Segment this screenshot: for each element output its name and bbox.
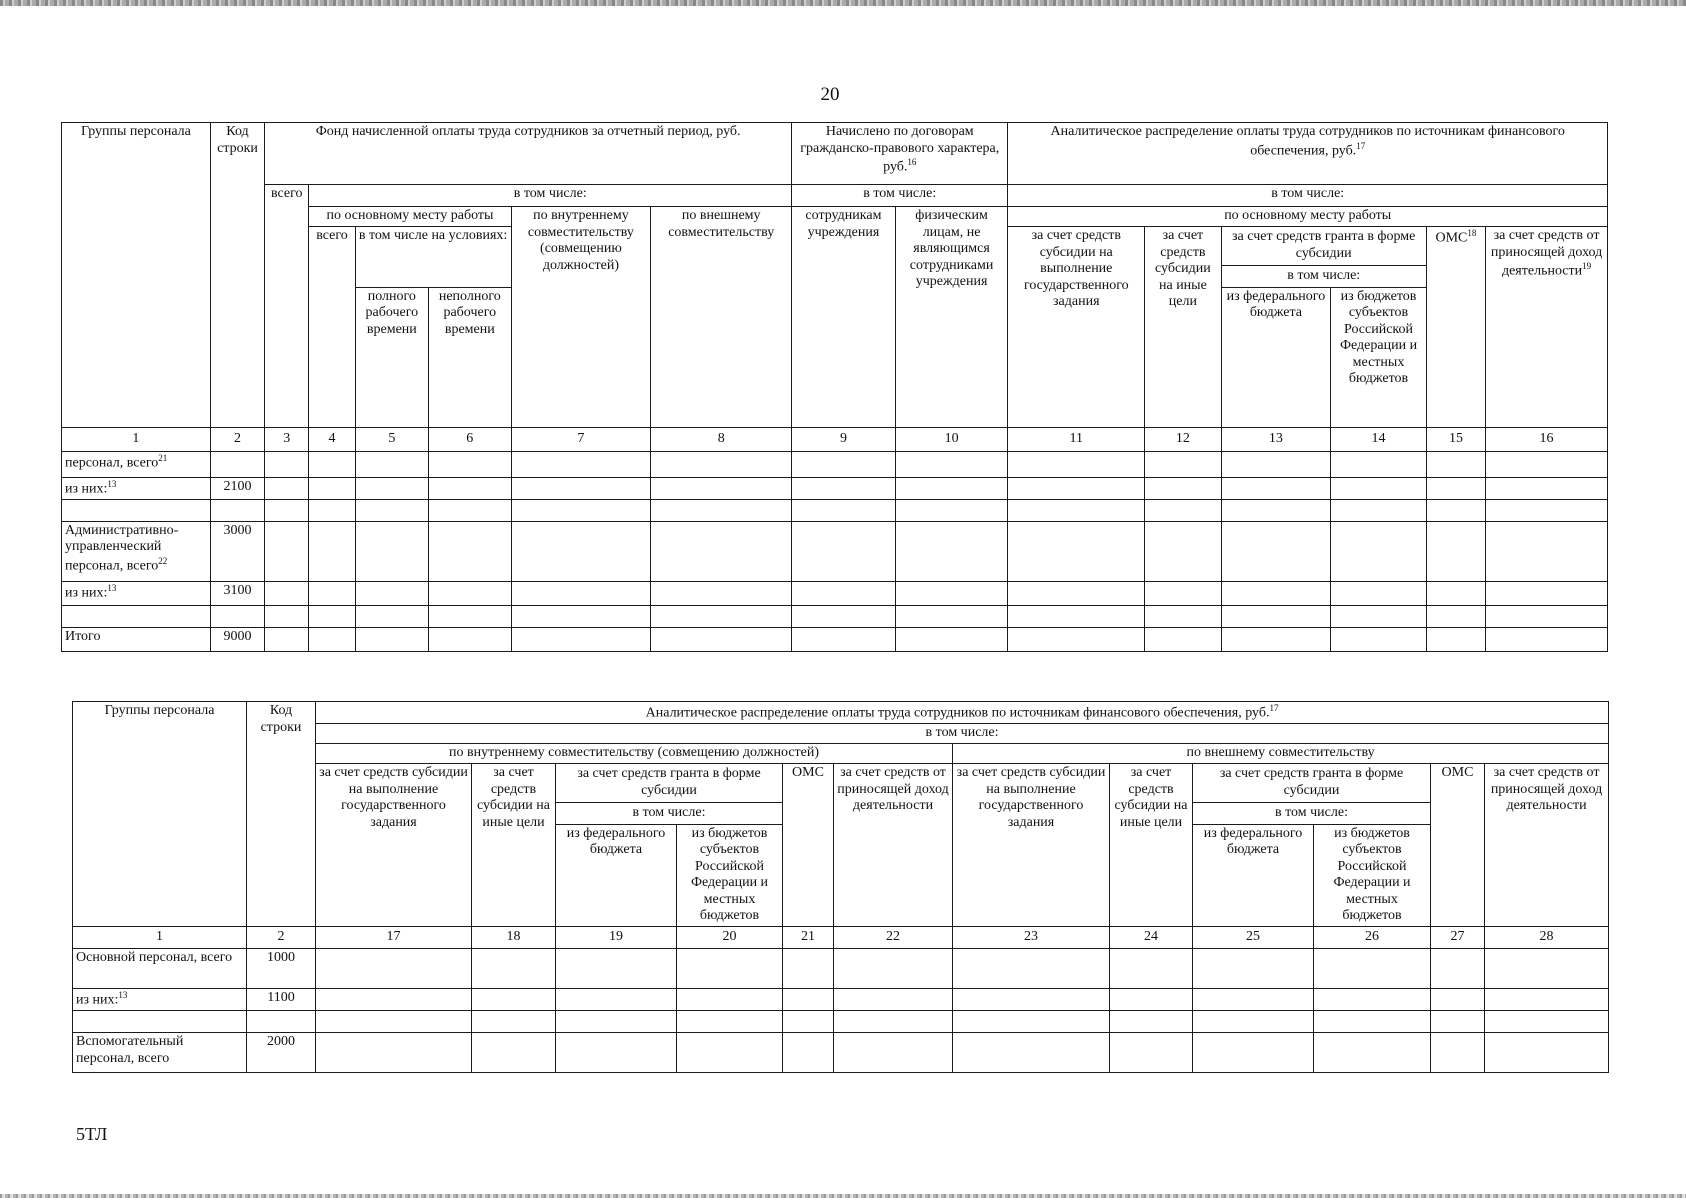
data-cell: [355, 581, 428, 605]
column-number: 10: [895, 427, 1008, 451]
data-cell: [1008, 451, 1145, 477]
data-cell: [355, 605, 428, 627]
column-number: 25: [1193, 926, 1314, 948]
data-cell: [895, 451, 1008, 477]
column-number: 9: [792, 427, 896, 451]
data-cell: [834, 948, 953, 988]
header-internal-2: по внутреннему совместительству (совмещению должностей): [316, 744, 953, 764]
header-incl-2: в том числе:: [316, 724, 1609, 744]
header-grant-ext: за счет средств гранта в форме субсидии в том числе:: [1193, 764, 1431, 825]
header-federal-ext: из федерального бюджета: [1193, 824, 1314, 926]
header-oms: ОМС$^{18}$: [1426, 227, 1485, 428]
data-cell: [265, 477, 309, 499]
data-cell: [1193, 988, 1314, 1010]
data-cell: [651, 521, 792, 581]
data-cell: [1426, 581, 1485, 605]
column-number: 6: [429, 427, 511, 451]
row-code: 1000: [247, 948, 316, 988]
data-cell: [472, 988, 556, 1010]
data-cell: [792, 521, 896, 581]
data-cell: [429, 477, 511, 499]
header-income-int: за счет средств от приносящей доход деятельности: [834, 764, 953, 927]
data-cell: [511, 499, 651, 521]
data-cell: [895, 581, 1008, 605]
data-cell: [556, 988, 677, 1010]
data-cell: [783, 988, 834, 1010]
data-cell: [895, 499, 1008, 521]
header-regional: из бюджетов субъектов Российской Федерации и местных бюджетов: [1331, 287, 1427, 427]
data-cell: [783, 1032, 834, 1072]
data-cell: [1426, 605, 1485, 627]
data-cell: [1331, 451, 1427, 477]
header-incl: в том числе:: [309, 185, 792, 207]
row-code: 3000: [210, 521, 264, 581]
data-cell: [309, 499, 355, 521]
data-cell: [1314, 988, 1431, 1010]
data-cell: [309, 477, 355, 499]
data-cell: [355, 451, 428, 477]
data-cell: [1008, 605, 1145, 627]
data-cell: [511, 581, 651, 605]
data-cell: [1221, 605, 1331, 627]
data-cell: [511, 627, 651, 651]
header-internal: по внутреннему совместительству (совмещению должностей): [511, 207, 651, 428]
data-cell: [1193, 1032, 1314, 1072]
data-cell: [355, 627, 428, 651]
data-cell: [1331, 477, 1427, 499]
header-contracts: Начислено по договорам гражданско-правового характера, руб.$^{16}$: [792, 123, 1008, 185]
data-cell: [677, 1032, 783, 1072]
data-cell: [1145, 581, 1221, 605]
data-cell: [1431, 948, 1485, 988]
header-federal: из федерального бюджета: [1221, 287, 1331, 427]
column-number: 12: [1145, 427, 1221, 451]
row-code: 9000: [210, 627, 264, 651]
header-groups: Группы персонала: [62, 123, 211, 428]
staff-payroll-table-top: [61, 122, 1608, 652]
data-cell: [316, 1010, 472, 1032]
header-subsidy-other: за счет средств субсидии на иные цели: [1145, 227, 1221, 428]
data-cell: [1314, 1032, 1431, 1072]
data-cell: [1008, 499, 1145, 521]
row-label: Административно-управленческий персонал, всего$^{22}$: [62, 521, 211, 581]
data-cell: [1221, 627, 1331, 651]
row-label: Основной персонал, всего: [73, 948, 247, 988]
data-cell: [429, 521, 511, 581]
data-cell: [1221, 521, 1331, 581]
header-subsidy-other-int: за счет средств субсидии на иные цели: [472, 764, 556, 927]
data-cell: [1331, 499, 1427, 521]
page-number: 20: [820, 84, 840, 105]
row-label: из них:$^{13}$: [73, 988, 247, 1010]
header-oms-int: ОМС: [783, 764, 834, 927]
data-cell: [511, 605, 651, 627]
data-cell: [429, 627, 511, 651]
data-cell: [309, 581, 355, 605]
data-cell: [265, 581, 309, 605]
data-cell: [792, 627, 896, 651]
column-number: 7: [511, 427, 651, 451]
data-cell: [511, 521, 651, 581]
header-subsidy-task-int: за счет средств субсидии на выполнение государственного задания: [316, 764, 472, 927]
column-number: 17: [316, 926, 472, 948]
data-cell: [651, 627, 792, 651]
data-cell: [1008, 627, 1145, 651]
data-cell: [1331, 581, 1427, 605]
data-cell: [1008, 581, 1145, 605]
data-cell: [1110, 988, 1193, 1010]
column-number: 4: [309, 427, 355, 451]
data-cell: [1431, 1032, 1485, 1072]
header-regional-ext: из бюджетов субъектов Российской Федерации и местных бюджетов: [1314, 824, 1431, 926]
column-number: 27: [1431, 926, 1485, 948]
header-regional-int: из бюджетов субъектов Российской Федерации и местных бюджетов: [677, 824, 783, 926]
header-analytic-2: Аналитическое распределение оплаты труда сотрудников по источникам финансового обеспечения, руб.$^{17}$: [316, 702, 1609, 724]
staff-payroll-table-bottom: [72, 701, 1609, 1073]
header-to-employees: сотрудникам учреждения: [792, 207, 896, 428]
data-cell: [677, 988, 783, 1010]
column-number: 18: [472, 926, 556, 948]
data-cell: [309, 451, 355, 477]
column-number: 16: [1486, 427, 1608, 451]
table-row: [62, 605, 1608, 627]
row-label: [62, 499, 211, 521]
column-number: 21: [783, 926, 834, 948]
data-cell: [472, 948, 556, 988]
row-code: [210, 499, 264, 521]
row-label: персонал, всего$^{21}$: [62, 451, 211, 477]
data-cell: [1145, 627, 1221, 651]
data-cell: [953, 948, 1110, 988]
data-cell: [1426, 521, 1485, 581]
header-to-individuals: физическим лицам, не являющимся сотрудниками учреждения: [895, 207, 1008, 428]
form-code: 5ТЛ: [76, 1124, 108, 1144]
column-number: 2: [247, 926, 316, 948]
column-number: 11: [1008, 427, 1145, 451]
data-cell: [783, 948, 834, 988]
column-number: 28: [1485, 926, 1609, 948]
header-code-2: Код строки: [247, 702, 316, 927]
data-cell: [792, 451, 896, 477]
data-cell: [895, 605, 1008, 627]
data-cell: [511, 477, 651, 499]
data-cell: [1145, 451, 1221, 477]
data-cell: [895, 627, 1008, 651]
header-analytic-main-place: по основному месту работы: [1008, 207, 1608, 227]
data-cell: [316, 988, 472, 1010]
data-cell: [355, 499, 428, 521]
data-cell: [1221, 499, 1331, 521]
column-number: 1: [62, 427, 211, 451]
data-cell: [1008, 477, 1145, 499]
data-cell: [1486, 521, 1608, 581]
header-main-place: по основному месту работы: [309, 207, 511, 227]
column-number-row-2: [73, 926, 1609, 948]
data-cell: [265, 499, 309, 521]
data-cell: [1193, 1010, 1314, 1032]
header-income-ext: за счет средств от приносящей доход деятельности: [1485, 764, 1609, 927]
data-cell: [1145, 499, 1221, 521]
scan-edge-bottom: [0, 1194, 1686, 1198]
header-income: за счет средств от приносящей доход деятельности$^{19}$: [1486, 227, 1608, 428]
column-number: 8: [651, 427, 792, 451]
data-cell: [1485, 1032, 1609, 1072]
column-number: 2: [210, 427, 264, 451]
data-cell: [792, 477, 896, 499]
row-label: из них:$^{13}$: [62, 477, 211, 499]
data-cell: [1486, 605, 1608, 627]
header-subsidy-other-ext: за счет средств субсидии на иные цели: [1110, 764, 1193, 927]
data-cell: [792, 605, 896, 627]
column-number-row: [62, 427, 1608, 451]
data-cell: [556, 948, 677, 988]
column-number: 3: [265, 427, 309, 451]
data-cell: [1145, 605, 1221, 627]
data-cell: [834, 988, 953, 1010]
data-cell: [792, 499, 896, 521]
data-cell: [651, 605, 792, 627]
scan-edge-top: [0, 0, 1686, 6]
data-cell: [1426, 627, 1485, 651]
data-cell: [355, 477, 428, 499]
data-cell: [953, 1032, 1110, 1072]
data-cell: [1110, 1032, 1193, 1072]
data-cell: [1314, 948, 1431, 988]
data-cell: [1486, 477, 1608, 499]
table-row: [73, 988, 1609, 1010]
data-cell: [834, 1010, 953, 1032]
data-cell: [1485, 948, 1609, 988]
data-cell: [651, 581, 792, 605]
data-cell: [1426, 451, 1485, 477]
data-cell: [1426, 477, 1485, 499]
header-full-time: полного рабочего времени: [355, 287, 428, 427]
row-code: [210, 605, 264, 627]
data-cell: [472, 1032, 556, 1072]
data-cell: [1486, 627, 1608, 651]
table-row: [73, 948, 1609, 988]
table-row: [62, 521, 1608, 581]
data-cell: [309, 627, 355, 651]
column-number: 22: [834, 926, 953, 948]
header-external-2: по внешнему совместительству: [953, 744, 1609, 764]
row-code: 2000: [247, 1032, 316, 1072]
data-cell: [265, 521, 309, 581]
header-main-total: всего: [309, 227, 355, 428]
header-grant: за счет средств гранта в форме субсидии в том числе:: [1221, 227, 1426, 288]
header-subsidy-task: за счет средств субсидии на выполнение государственного задания: [1008, 227, 1145, 428]
data-cell: [1110, 948, 1193, 988]
data-cell: [1221, 477, 1331, 499]
header-groups-2: Группы персонала: [73, 702, 247, 927]
row-label: [73, 1010, 247, 1032]
data-cell: [895, 477, 1008, 499]
column-number: 15: [1426, 427, 1485, 451]
data-cell: [556, 1010, 677, 1032]
header-incl-analytic: в том числе:: [1008, 185, 1608, 207]
header-analytic: Аналитическое распределение оплаты труда сотрудников по источникам финансового обеспечения, руб.$^{17}$: [1008, 123, 1608, 185]
data-cell: [783, 1010, 834, 1032]
data-cell: [651, 451, 792, 477]
data-cell: [556, 1032, 677, 1072]
column-number: 13: [1221, 427, 1331, 451]
data-cell: [316, 948, 472, 988]
column-number: 1: [73, 926, 247, 948]
data-cell: [1486, 451, 1608, 477]
row-code: [247, 1010, 316, 1032]
data-cell: [895, 521, 1008, 581]
table-row: [73, 1032, 1609, 1072]
header-total: всего: [265, 185, 309, 428]
column-number: 19: [556, 926, 677, 948]
data-cell: [309, 605, 355, 627]
header-federal-int: из федерального бюджета: [556, 824, 677, 926]
row-code: 3100: [210, 581, 264, 605]
header-oms-ext: ОМС: [1431, 764, 1485, 927]
data-cell: [1110, 1010, 1193, 1032]
data-cell: [677, 948, 783, 988]
data-cell: [316, 1032, 472, 1072]
data-cell: [309, 521, 355, 581]
data-cell: [1331, 627, 1427, 651]
data-cell: [1221, 451, 1331, 477]
data-cell: [429, 605, 511, 627]
data-cell: [651, 477, 792, 499]
data-cell: [677, 1010, 783, 1032]
table-row: [62, 477, 1608, 499]
row-label: Вспомогательный персонал, всего: [73, 1032, 247, 1072]
table-row: [62, 581, 1608, 605]
data-cell: [1431, 988, 1485, 1010]
header-external: по внешнему совместительству: [651, 207, 792, 428]
table-row: [62, 627, 1608, 651]
header-code: Код строки: [210, 123, 264, 428]
data-cell: [1485, 988, 1609, 1010]
data-cell: [1008, 521, 1145, 581]
header-conditions: в том числе на условиях:: [355, 227, 511, 288]
column-number: 20: [677, 926, 783, 948]
data-cell: [429, 451, 511, 477]
column-number: 14: [1331, 427, 1427, 451]
table-row: [62, 451, 1608, 477]
data-cell: [1145, 477, 1221, 499]
data-cell: [1193, 948, 1314, 988]
data-cell: [265, 605, 309, 627]
header-subsidy-task-ext: за счет средств субсидии на выполнение государственного задания: [953, 764, 1110, 927]
data-cell: [1426, 499, 1485, 521]
row-code: 1100: [247, 988, 316, 1010]
data-cell: [953, 988, 1110, 1010]
header-incl-contracts: в том числе:: [792, 185, 1008, 207]
header-fund: Фонд начисленной оплаты труда сотрудников за отчетный период, руб.: [265, 123, 792, 185]
data-cell: [355, 521, 428, 581]
data-cell: [792, 581, 896, 605]
data-cell: [834, 1032, 953, 1072]
row-label: [62, 605, 211, 627]
data-cell: [1486, 581, 1608, 605]
data-cell: [651, 499, 792, 521]
header-part-time: неполного рабочего времени: [429, 287, 511, 427]
data-cell: [472, 1010, 556, 1032]
row-code: [210, 451, 264, 477]
data-cell: [1145, 521, 1221, 581]
data-cell: [1431, 1010, 1485, 1032]
data-cell: [429, 499, 511, 521]
data-cell: [265, 451, 309, 477]
data-cell: [953, 1010, 1110, 1032]
data-cell: [429, 581, 511, 605]
table-row: [62, 499, 1608, 521]
data-cell: [265, 627, 309, 651]
row-label: из них:$^{13}$: [62, 581, 211, 605]
column-number: 26: [1314, 926, 1431, 948]
data-cell: [1486, 499, 1608, 521]
column-number: 5: [355, 427, 428, 451]
data-cell: [1331, 521, 1427, 581]
data-cell: [1485, 1010, 1609, 1032]
data-cell: [1314, 1010, 1431, 1032]
data-cell: [1221, 581, 1331, 605]
data-cell: [1331, 605, 1427, 627]
column-number: 23: [953, 926, 1110, 948]
data-cell: [511, 451, 651, 477]
row-code: 2100: [210, 477, 264, 499]
column-number: 24: [1110, 926, 1193, 948]
header-grant-int: за счет средств гранта в форме субсидии в том числе:: [556, 764, 783, 825]
table-row: [73, 1010, 1609, 1032]
row-label: Итого: [62, 627, 211, 651]
